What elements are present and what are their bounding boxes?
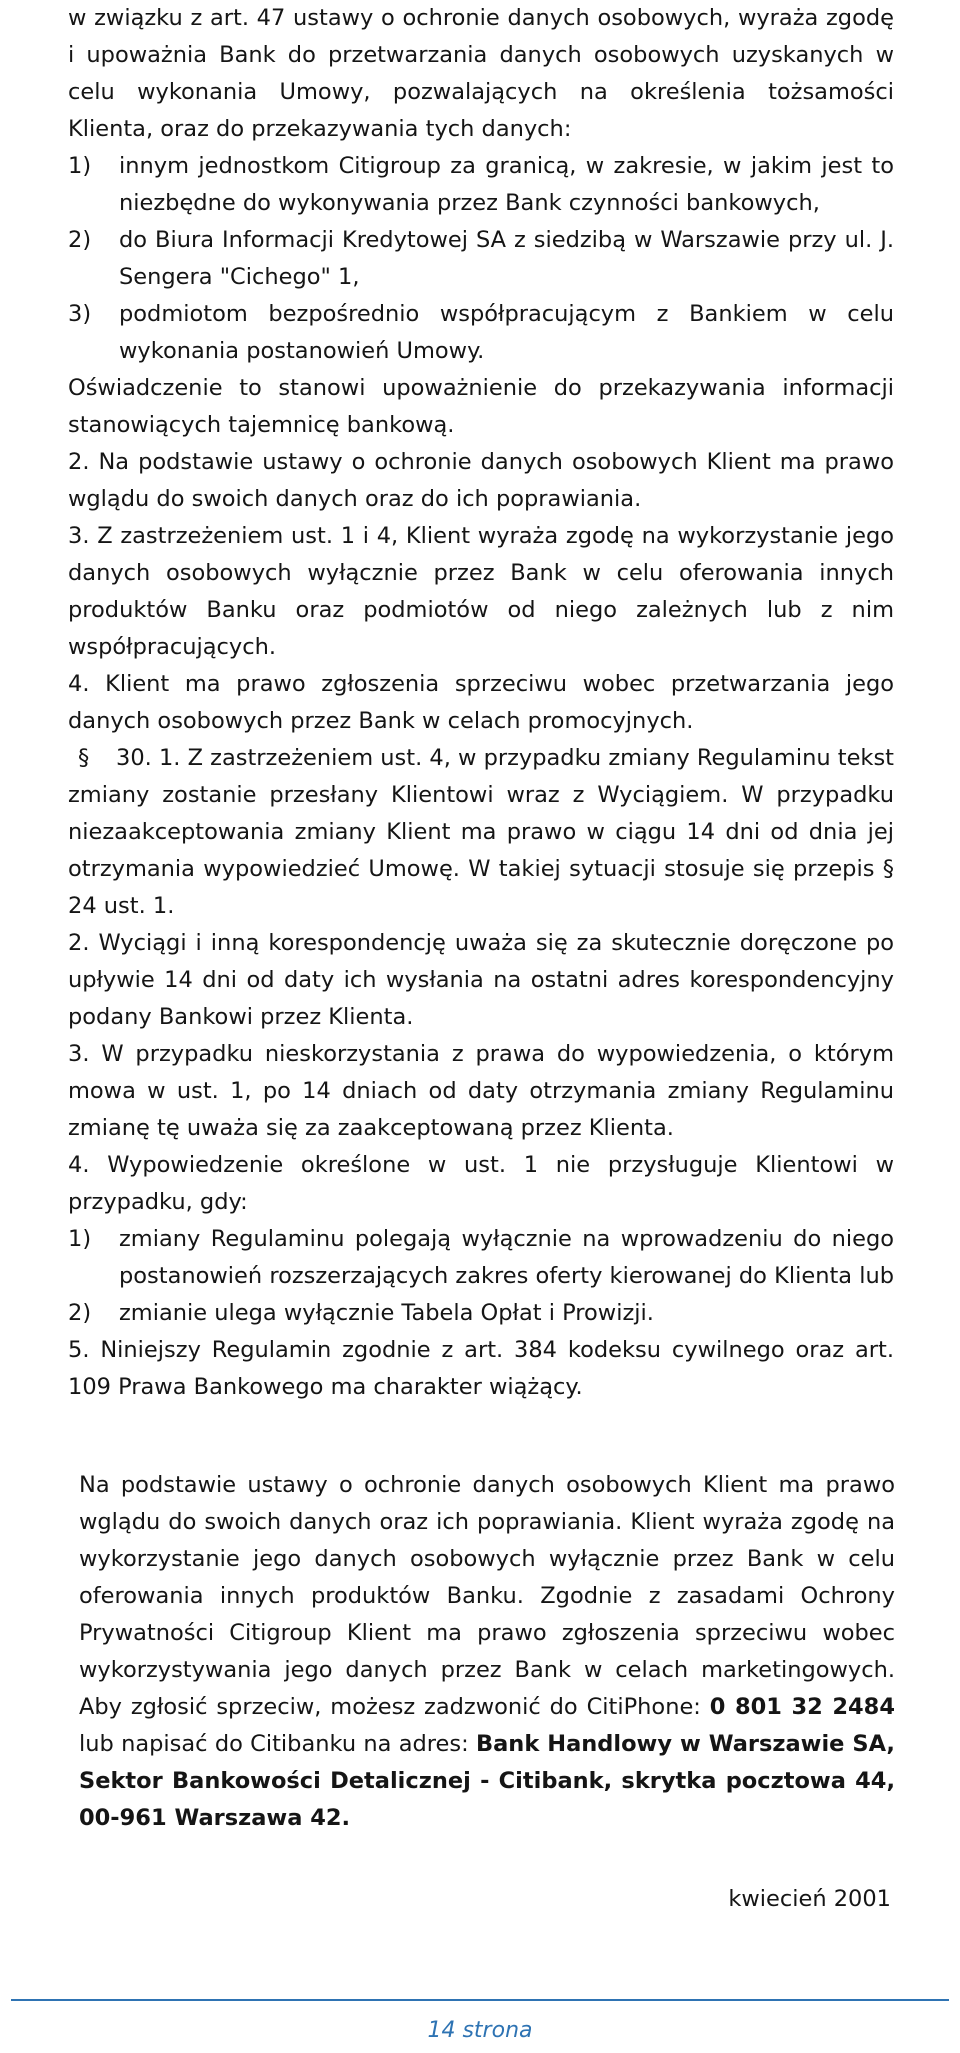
list-text: zmianie ulega wyłącznie Tabela Opłat i Prowizji. <box>119 1300 654 1326</box>
notice-text: Na podstawie ustawy o ochronie danych osobowych Klient ma prawo wglądu do swoich danych oraz ich poprawiania. Klient wyraża zgodę na wykorzystanie jego danych osobowych wyłącznie przez Bank w celu oferowania innych produktów Banku. Zgodnie z zasadami Ochrony Prywatności Citigroup Klient ma prawo zgłoszenia sprzeciwu wobec wykorzystywania jego danych przez Bank w celach marketingowych. Aby zgłosić sprzeciw, możesz zadzwonić do CitiPhone: <box>79 1472 895 1720</box>
paragraph-3: 3. Z zastrzeżeniem ust. 1 i 4, Klient wyraża zgodę na wykorzystanie jego danych osobowych wyłącznie przez Bank w celu oferowania innych produktów Banku oraz podmiotów od niego zależnych lub z nim współpracujących. <box>68 523 894 660</box>
citiphone-number: 0 801 32 2484 <box>709 1694 895 1720</box>
list-item <box>68 296 894 370</box>
document-body <box>68 0 894 1406</box>
page-number: 14 strona <box>427 2018 533 2043</box>
list-item <box>68 1295 894 1332</box>
privacy-notice <box>79 1467 895 1837</box>
footer-divider <box>11 1999 949 2001</box>
list-number: 1) <box>68 153 92 179</box>
section-sign: § <box>78 745 90 771</box>
section-30-paragraph-5: 5. Niniejszy Regulamin zgodnie z art. 384 kodeksu cywilnego oraz art. 109 Prawa Bankowego ma charakter wiążący. <box>68 1337 894 1400</box>
list-number: 2) <box>68 227 92 253</box>
mailing-address: Bank Handlowy w Warszawie SA, Sektor Bankowości Detalicznej - Citibank, skrytka pocztowa 44, 00-961 Warszawa 42. <box>79 1731 895 1831</box>
document-date: kwiecień 2001 <box>728 1886 891 1912</box>
regulation-text <box>68 0 894 1406</box>
list-text: do Biura Informacji Kredytowej SA z siedzibą w Warszawie przy ul. J. Sengera "Cichego" 1, <box>119 227 894 290</box>
paragraph-banking-secret: Oświadczenie to stanowi upoważnienie do przekazywania informacji stanowiących tajemnicę bankową. <box>68 375 894 438</box>
list-item <box>68 222 894 296</box>
list-text: podmiotom bezpośrednio współpracującym z Bankiem w celu wykonania postanowień Umowy. <box>119 301 894 364</box>
paragraph-consent: w związku z art. 47 ustawy o ochronie danych osobowych, wyraża zgodę i upoważnia Bank do przetwarzania danych osobowych uzyskanych w celu wykonania Umowy, pozwalających na określenia tożsamości Klienta, oraz do przekazywania tych danych: <box>68 5 894 142</box>
section-30-paragraph-2: 2. Wyciągi i inną korespondencję uważa się za skutecznie doręczone po upływie 14 dni od daty ich wysłania na ostatni adres korespondencyjny podany Bankowi przez Klienta. <box>68 930 894 1030</box>
list-number: 3) <box>68 301 92 327</box>
section-30-text: 30. 1. Z zastrzeżeniem ust. 4, w przypadku zmiany Regulaminu tekst zmiany zostanie przesłany Klientowi wraz z Wyciągiem. W przypadku niezaakceptowania zmiany Klient ma prawo w ciągu 14 dni od dnia jej otrzymania wypowiedzieć Umowę. W takiej sytuacji stosuje się przepis § 24 ust. 1. <box>68 745 894 919</box>
paragraph-4: 4. Klient ma prawo zgłoszenia sprzeciwu wobec przetwarzania jego danych osobowych przez Bank w celach promocyjnych. <box>68 671 894 734</box>
section-30-paragraph-3: 3. W przypadku nieskorzystania z prawa do wypowiedzenia, o którym mowa w ust. 1, po 14 dniach od daty otrzymania zmiany Regulaminu zmianę tę uważa się za zaakceptowaną przez Klienta. <box>68 1041 894 1141</box>
paragraph-2: 2. Na podstawie ustawy o ochronie danych osobowych Klient ma prawo wglądu do swoich danych oraz do ich poprawiania. <box>68 449 894 512</box>
notice-text-mid: lub napisać do Citibanku na adres: <box>79 1731 469 1757</box>
section-30 <box>68 740 894 925</box>
list-item <box>68 1221 894 1295</box>
list-item <box>68 148 894 222</box>
section-30-paragraph-4: 4. Wypowiedzenie określone w ust. 1 nie przysługuje Klientowi w przypadku, gdy: <box>68 1152 894 1215</box>
list-text: zmiany Regulaminu polegają wyłącznie na wprowadzeniu do niego postanowień rozszerzających zakres oferty kierowanej do Klienta lub <box>119 1226 895 1289</box>
list-text: innym jednostkom Citigroup za granicą, w zakresie, w jakim jest to niezbędne do wykonywania przez Bank czynności bankowych, <box>119 153 894 216</box>
list-number: 1) <box>68 1226 92 1252</box>
list-number: 2) <box>68 1300 92 1326</box>
